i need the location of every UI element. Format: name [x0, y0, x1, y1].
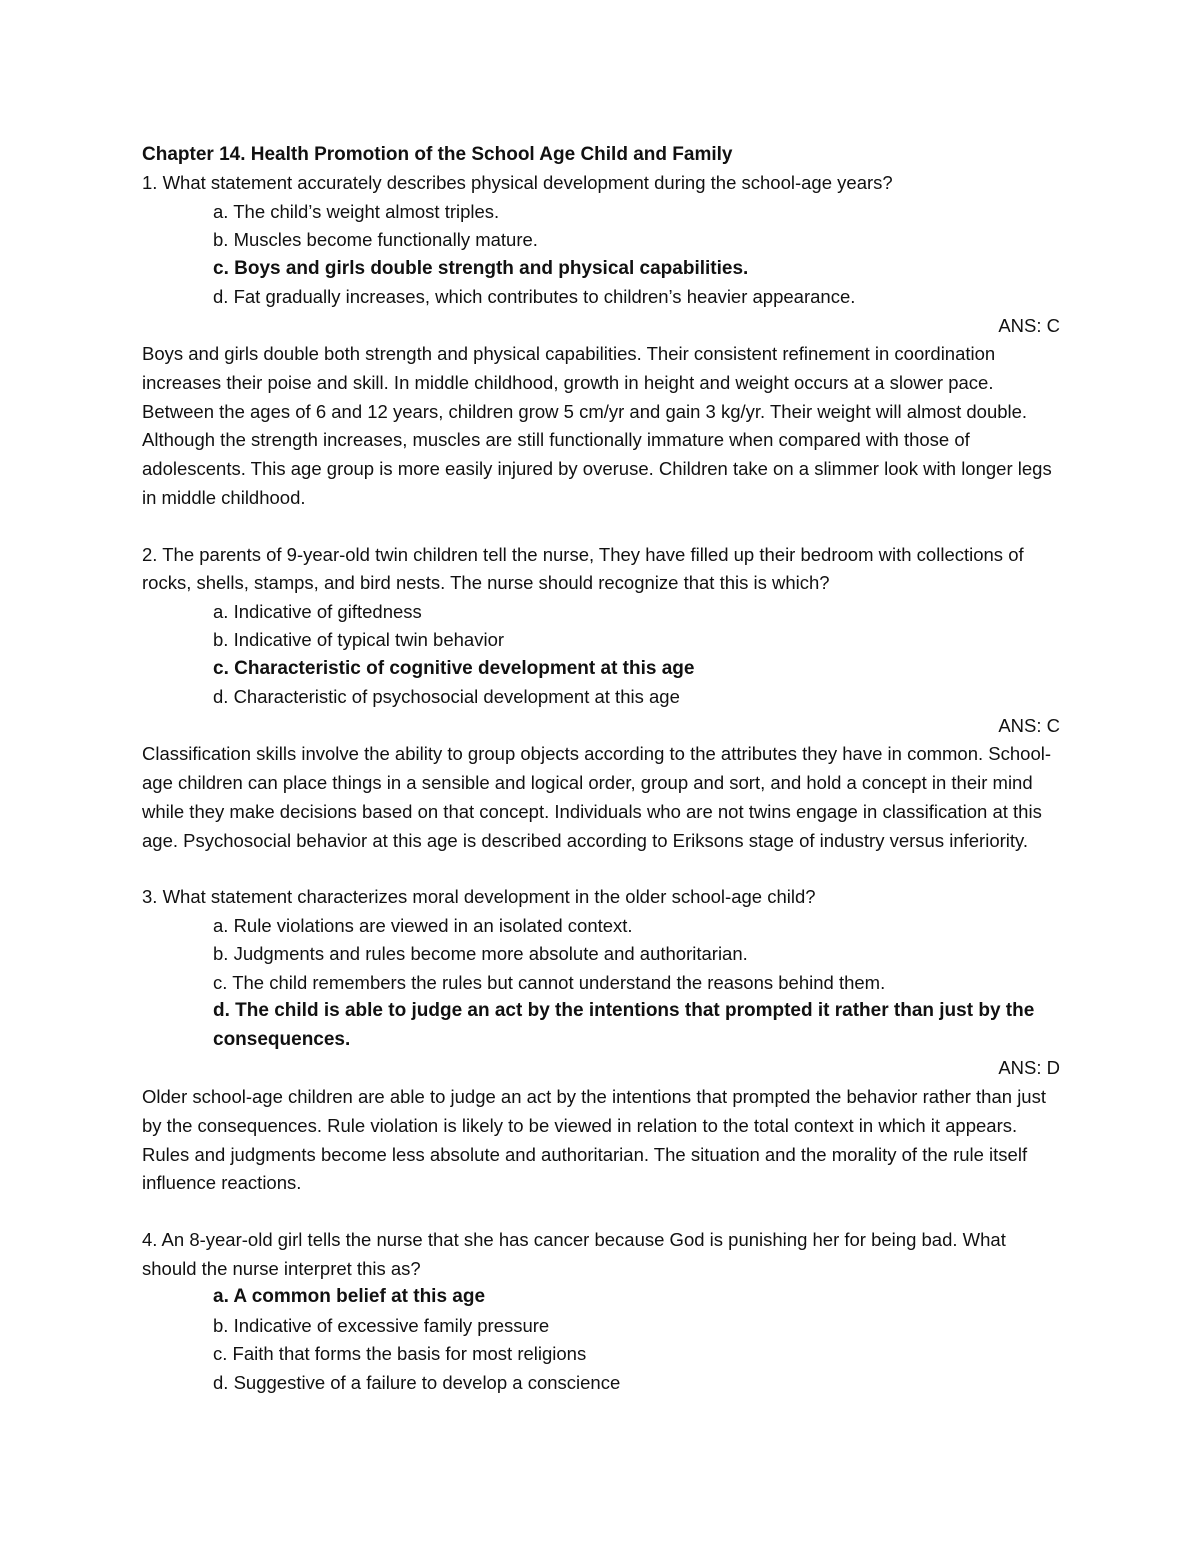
answer-option: b. Judgments and rules become more absolute and authoritarian.: [213, 943, 748, 965]
answer-options: [142, 198, 1062, 312]
question-stem: 3. What statement characterizes moral development in the older school-age child?: [142, 886, 816, 908]
document-title: Chapter 14. Health Promotion of the School Age Child and Family: [142, 144, 733, 165]
answer-key: ANS: D: [998, 1057, 1060, 1079]
correct-option: c. Boys and girls double strength and physical capabilities.: [213, 257, 749, 279]
answer-key: ANS: C: [998, 314, 1060, 336]
answer-options: [142, 1283, 1062, 1397]
answer-option: c. Faith that forms the basis for most religions: [213, 1343, 587, 1365]
paragraph-spacer: [142, 1198, 1062, 1226]
answer-option: d. Fat gradually increases, which contributes to children’s heavier appearance.: [213, 286, 856, 307]
answer-option: a. Rule violations are viewed in an isolated context.: [213, 914, 633, 936]
answer-option: c. The child remembers the rules but cannot understand the reasons behind them.: [213, 971, 886, 993]
answer-option: d. Suggestive of a failure to develop a conscience: [213, 1371, 621, 1393]
question-block: [142, 169, 1062, 541]
answer-option: b. Muscles become functionally mature.: [213, 229, 538, 250]
paragraph-spacer: [142, 855, 1062, 883]
question-block: [142, 541, 1062, 884]
rationale-text: Classification skills involve the ability to group objects according to the attributes they have in common. School-age children can place things in a sensible and logical order, group and sort, and hold a concept in their mind while they make decisions based on that concept. Individuals who are not twins engage in classification at this age. Psychosocial behavior at this age is described according to Eriksons stage of industry versus inferiority.: [142, 743, 1052, 851]
correct-option: d. The child is able to judge an act by the intentions that prompted it rather than just by the consequences.: [213, 1000, 1035, 1050]
answer-options: [142, 912, 1062, 1055]
question-stem: 1. What statement accurately describes physical development during the school-age years?: [142, 172, 893, 193]
answer-option: a. The child’s weight almost triples.: [213, 200, 500, 222]
question-stem: 4. An 8-year-old girl tells the nurse that she has cancer because God is punishing her for being bad. What should the nurse interpret this as?: [142, 1229, 1006, 1279]
answer-key: ANS: C: [998, 714, 1060, 736]
answer-options: [142, 598, 1062, 712]
correct-option: a. A common belief at this age: [213, 1286, 486, 1308]
paragraph-spacer: [142, 513, 1062, 541]
rationale-text: Boys and girls double both strength and physical capabilities. Their consistent refinement in coordination increases their poise and skill. In middle childhood, growth in height and weight occurs at a slower pace. Between the ages of 6 and 12 years, children grow 5 cm/yr and gain 3 kg/yr. Their weight will almost double. Although the strength increases, muscles are still functionally immature when compared with those of adolescents. This age group is more easily injured by overuse. Children take on a slimmer look with longer legs in middle childhood.: [142, 343, 1052, 508]
rationale-text: Older school-age children are able to judge an act by the intentions that prompted the behavior rather than just by the consequences. Rule violation is likely to be viewed in relation to the total context in which it appears. Rules and judgments become less absolute and authoritarian. The situation and the morality of the rule itself influence reactions.: [142, 1085, 1046, 1194]
correct-option: c. Characteristic of cognitive development at this age: [213, 657, 695, 679]
answer-option: d. Characteristic of psychosocial development at this age: [213, 686, 680, 708]
question-list: [142, 169, 1062, 1397]
answer-option: a. Indicative of giftedness: [213, 600, 422, 622]
question-stem: 2. The parents of 9-year-old twin children tell the nurse, They have filled up their bedroom with collections of rocks, shells, stamps, and bird nests. The nurse should recognize that this is which?: [142, 543, 1024, 594]
answer-option: b. Indicative of typical twin behavior: [213, 629, 505, 651]
document-body: [142, 140, 1062, 1397]
question-block: [142, 883, 1062, 1226]
question-block: [142, 1226, 1062, 1397]
answer-option: b. Indicative of excessive family pressure: [213, 1314, 550, 1336]
